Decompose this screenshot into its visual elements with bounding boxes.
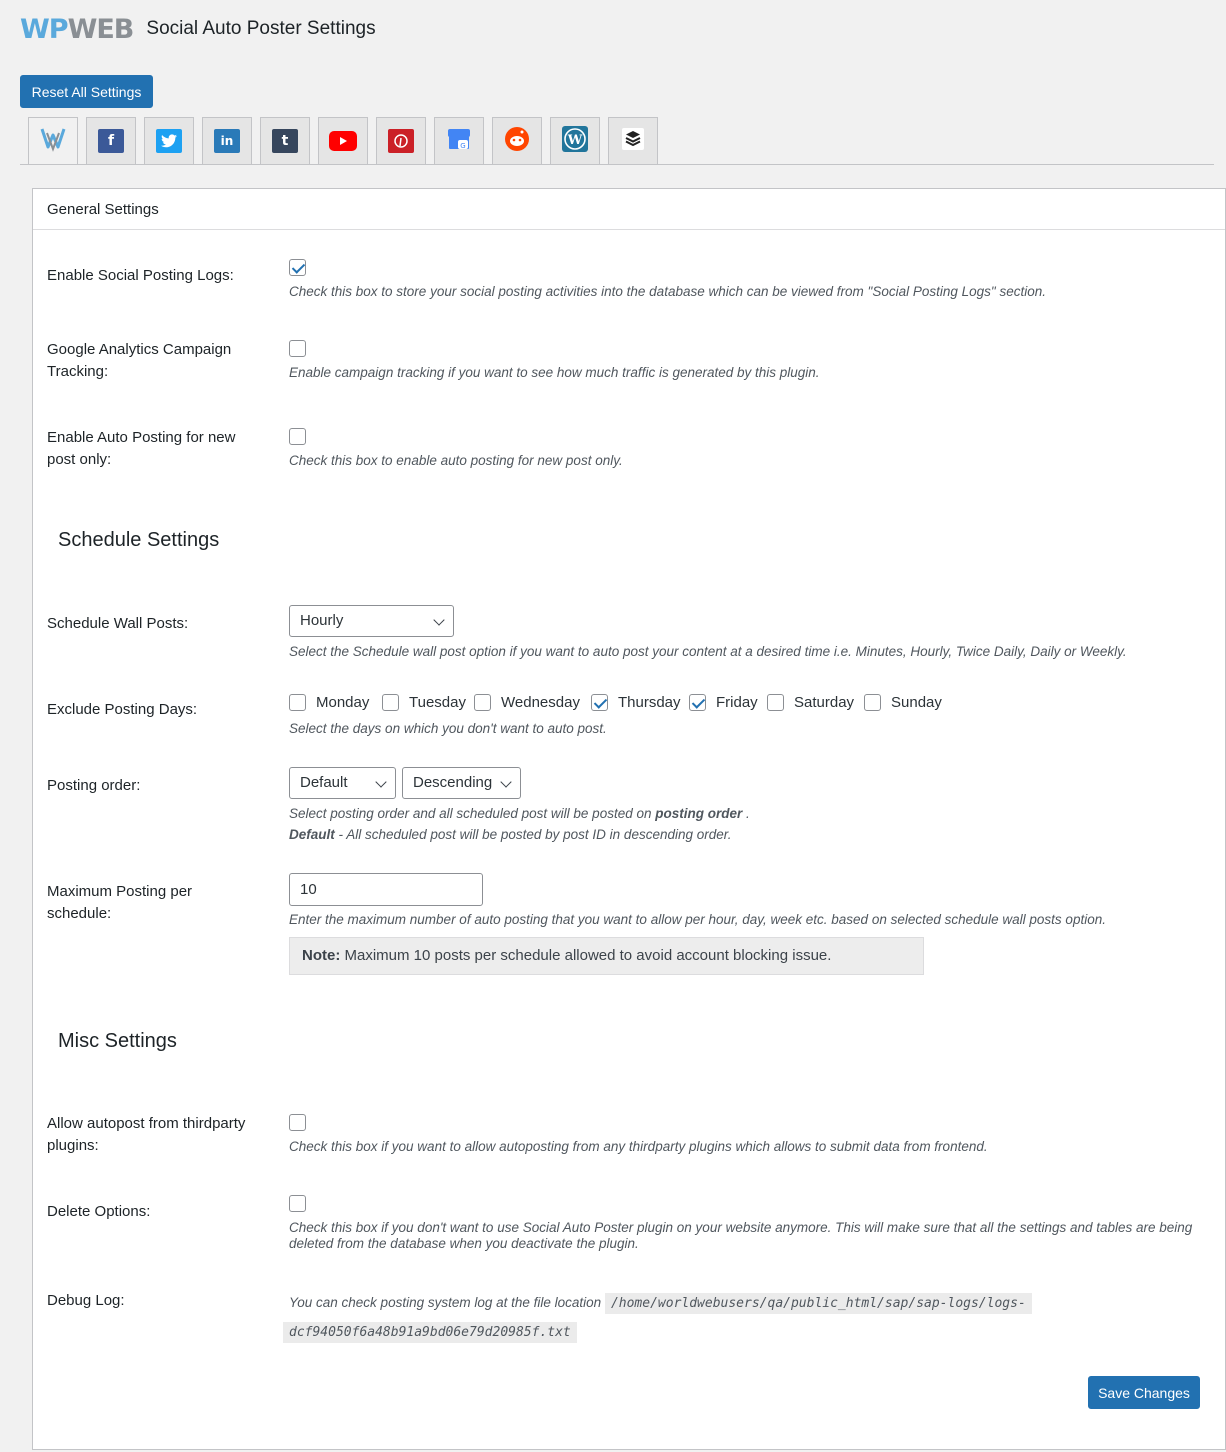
tab-general[interactable] — [28, 117, 78, 165]
posting-order-label: Posting order: — [47, 777, 141, 794]
thirdparty-checkbox[interactable] — [289, 1114, 306, 1131]
settings-tabs — [28, 117, 666, 165]
schedule-wall-label: Schedule Wall Posts: — [47, 615, 189, 632]
tab-wordpress[interactable] — [550, 117, 600, 164]
thirdparty-description: Check this box if you want to allow autoposting from any thirdparty plugins which allows to submit data from frontend. — [289, 1139, 988, 1154]
wpweb-logo-icon — [39, 125, 67, 158]
max-posting-label: Maximum Posting per schedule: — [47, 883, 193, 922]
wordpress-icon — [562, 126, 588, 157]
youtube-icon — [329, 131, 357, 151]
tab-tumblr[interactable] — [260, 117, 310, 164]
exclude-days-group — [289, 694, 989, 716]
day-checkbox[interactable] — [767, 694, 784, 711]
newpost-description: Check this box to enable auto posting for new post only. — [289, 453, 623, 468]
buffer-icon — [622, 128, 644, 155]
posting-order-select[interactable]: Default — [289, 767, 396, 799]
day-wednesday[interactable]: Wednesday — [474, 694, 580, 711]
day-thursday[interactable]: Thursday — [591, 694, 681, 711]
day-friday[interactable]: Friday — [689, 694, 758, 711]
page-title: Social Auto Poster Settings — [146, 18, 376, 39]
posting-order-description-1: Select posting order and all scheduled post will be posted on posting order . — [289, 806, 750, 821]
chevron-down-icon — [500, 776, 511, 787]
tab-twitter[interactable] — [144, 117, 194, 164]
wpweb-logo: WPWEB — [20, 13, 134, 45]
svg-text:G: G — [460, 141, 466, 150]
reddit-icon — [504, 126, 530, 157]
tumblr-icon: t — [272, 129, 298, 153]
exclude-days-label: Exclude Posting Days: — [47, 701, 198, 718]
chevron-down-icon — [433, 614, 444, 625]
day-checkbox[interactable] — [382, 694, 399, 711]
ga-description: Enable campaign tracking if you want to see how much traffic is generated by this plugin. — [289, 365, 820, 380]
misc-settings-heading: Misc Settings — [58, 1030, 177, 1052]
tab-google-my-business[interactable] — [434, 117, 484, 164]
schedule-wall-description: Select the Schedule wall post option if you want to auto post your content at a desired time i.e. Minutes, Hourly, Twice Daily, Daily or Weekly. — [289, 644, 1127, 659]
tab-pinterest[interactable] — [376, 117, 426, 164]
logs-checkbox[interactable] — [289, 259, 306, 276]
day-monday[interactable]: Monday — [289, 694, 369, 711]
ga-tracking-checkbox[interactable] — [289, 340, 306, 357]
day-checkbox[interactable] — [864, 694, 881, 711]
max-posting-note: Note: Maximum 10 posts per schedule allowed to avoid account blocking issue. — [289, 937, 924, 975]
logs-label: Enable Social Posting Logs: — [47, 267, 234, 284]
logs-description: Check this box to store your social posting activities into the database which can be viewed from "Social Posting Logs" section. — [289, 284, 1046, 299]
debug-log-path-file: dcf94050f6a48b91a9bd06e79d20985f.txt — [283, 1322, 577, 1343]
tab-linkedin[interactable] — [202, 117, 252, 164]
page-header — [20, 12, 376, 46]
delete-options-checkbox[interactable] — [289, 1195, 306, 1212]
newpost-checkbox[interactable] — [289, 428, 306, 445]
day-saturday[interactable]: Saturday — [767, 694, 854, 711]
debug-log-path: /home/worldwebusers/qa/public_html/sap/sap-logs/logs- — [605, 1293, 1032, 1314]
delete-options-description: Check this box if you don't want to use Social Auto Poster plugin on your website anymore. This will make sure that all the settings and tables are being deleted from the database when you deactivate the plugin. — [289, 1220, 1193, 1251]
settings-panel — [32, 188, 1226, 1450]
twitter-icon — [156, 129, 182, 153]
delete-options-label: Delete Options: — [47, 1203, 151, 1220]
pinterest-icon — [388, 129, 414, 153]
day-checkbox[interactable] — [591, 694, 608, 711]
max-posting-description: Enter the maximum number of auto posting that you want to allow per hour, day, week etc. based on selected schedule wall posts option. — [289, 912, 1106, 927]
general-settings-heading: General Settings — [33, 189, 1225, 230]
tab-facebook[interactable] — [86, 117, 136, 164]
tab-buffer[interactable] — [608, 117, 658, 164]
posting-order-description-2: Default - All scheduled post will be posted by post ID in descending order. — [289, 827, 732, 842]
svg-text:W: W — [567, 132, 583, 148]
tab-youtube[interactable] — [318, 117, 368, 164]
tabs-divider — [20, 164, 1214, 165]
day-checkbox[interactable] — [474, 694, 491, 711]
debug-log-description: You can check posting system log at the file location /home/worldwebusers/qa/public_html/sap/sap-logs/logs- dcf94050f6a48b91a9bd06e79d20985f.txt — [289, 1289, 1189, 1347]
ga-label: Google Analytics Campaign Tracking: — [47, 341, 232, 380]
facebook-icon: f — [98, 129, 124, 153]
chevron-down-icon — [375, 776, 386, 787]
exclude-days-description: Select the days on which you don't want to auto post. — [289, 721, 607, 736]
schedule-wall-select[interactable]: Hourly — [289, 605, 454, 637]
linkedin-icon: in — [214, 129, 240, 153]
day-sunday[interactable]: Sunday — [864, 694, 942, 711]
thirdparty-label: Allow autopost from thirdparty plugins: — [47, 1115, 246, 1154]
max-posting-input[interactable]: 10 — [289, 873, 483, 906]
debug-log-label: Debug Log: — [47, 1292, 125, 1309]
day-checkbox[interactable] — [289, 694, 306, 711]
posting-order-direction-select[interactable]: Descending — [402, 767, 521, 799]
day-checkbox[interactable] — [689, 694, 706, 711]
schedule-settings-heading: Schedule Settings — [58, 529, 220, 551]
save-changes-button[interactable]: Save Changes — [1088, 1376, 1200, 1409]
day-tuesday[interactable]: Tuesday — [382, 694, 466, 711]
newpost-label: Enable Auto Posting for new post only: — [47, 429, 236, 468]
tab-reddit[interactable] — [492, 117, 542, 164]
reset-all-settings-button[interactable]: Reset All Settings — [20, 75, 153, 108]
google-my-business-icon — [446, 126, 472, 157]
